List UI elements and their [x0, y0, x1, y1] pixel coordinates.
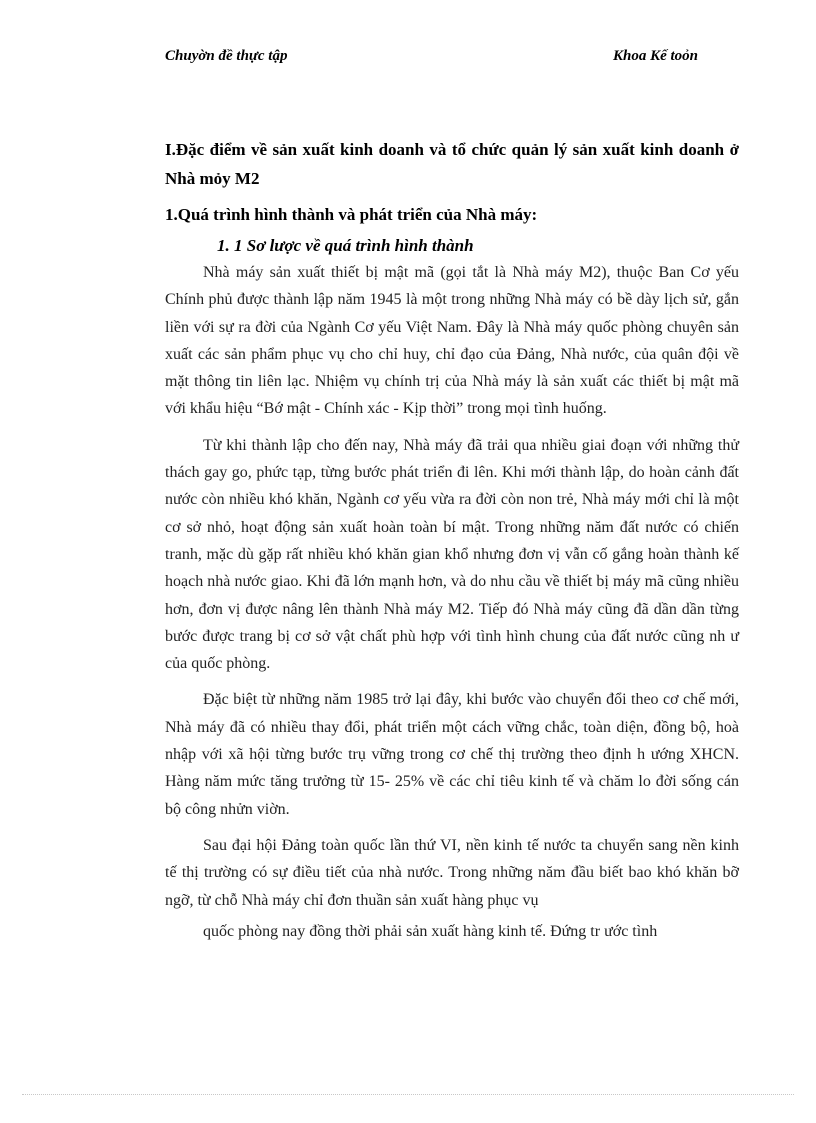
section-subheading: 1.Quá trình hình thành và phát triển của Nhà máy: — [165, 205, 538, 224]
header-right: Khoa Kế toỏn — [613, 48, 699, 64]
section-subsubheading: 1. 1 Sơ lược về quá trình hình thành — [217, 236, 474, 255]
paragraph: Từ khi thành lập cho đến nay, Nhà máy đã trải qua nhiều giai đoạn với những thử thách gay go, phức tạp, từng bước phát triển đi lên. Khi mới thành lập, do hoàn cảnh đất nước còn nhiều khó khăn, Ngành cơ yếu vừa ra đời còn non trẻ, Nhà máy mới chỉ là một cơ sở nhỏ, hoạt động sản xuất hoàn toàn bí mật. Trong những năm đất nước có chiến tranh, mặc dù gặp rất nhiều khó khăn gian khổ nhưng đơn vị vẫn cố gắng hoàn thành kế hoạch nhà nước giao. Khi đã lớn mạnh hơn, và do nhu cầu về thiết bị máy mã cũng nhiều hơn, đơn vị được nâng lên thành Nhà máy M2. Tiếp đó Nhà máy cũng đã dần dần từng bước được trang bị cơ sở vật chất phù hợp với tình hình chung của đất nước cũng nh ư của quốc phòng. — [165, 436, 739, 673]
footer-divider — [22, 1094, 794, 1095]
header-left: Chuyờn đề thực tập — [165, 48, 288, 64]
document-body — [165, 135, 739, 954]
paragraph: Đặc biệt từ những năm 1985 trở lại đây, khi bước vào chuyển đổi theo cơ chế mới, Nhà máy đã có nhiều thay đổi, phát triển một cách vững chắc, toàn diện, đồng bộ, hoà nhập với xã hội từng bước trụ vững trong cơ chế thị trường theo định h ướng XHCN. Hàng năm mức tăng trưởng từ 15- 25% về các chỉ tiêu kinh tế và chăm lo đời sống cán bộ công nhửn viờn. — [165, 691, 739, 818]
paragraph: Nhà máy sản xuất thiết bị mật mã (gọi tắt là Nhà máy M2), thuộc Ban Cơ yếu Chính phủ được thành lập năm 1945 là một trong những Nhà máy có bề dày lịch sử, gắn liền với sự ra đời của Ngành Cơ yếu Việt Nam. Đây là Nhà máy quốc phòng chuyên sản xuất các sản phẩm phục vụ cho chỉ huy, chỉ đạo của Đảng, Nhà nước, của quân đội về mặt thông tin liên lạc. Nhiệm vụ chính trị của Nhà máy là sản xuất các thiết bị mật mã với khẩu hiệu “Bớ mật - Chính xác - Kịp thời” trong mọi tình huống. — [165, 264, 739, 418]
section-heading: I.Đặc điểm về sản xuất kinh doanh và tổ chức quản lý sản xuất kinh doanh ở Nhà mỏy M2 — [165, 140, 739, 188]
paragraph: Sau đại hội Đảng toàn quốc lần thứ VI, nền kinh tế nước ta chuyển sang nền kinh tế thị trường có sự điều tiết của nhà nước. Trong những năm đầu biết bao khó khăn bỡ ngỡ, từ chỗ Nhà máy chỉ đơn thuần sản xuất hàng phục vụ — [165, 836, 739, 909]
paragraph-continuation: quốc phòng nay đồng thời phải sản xuất hàng kinh tế. Đứng tr ước tình — [203, 922, 658, 940]
